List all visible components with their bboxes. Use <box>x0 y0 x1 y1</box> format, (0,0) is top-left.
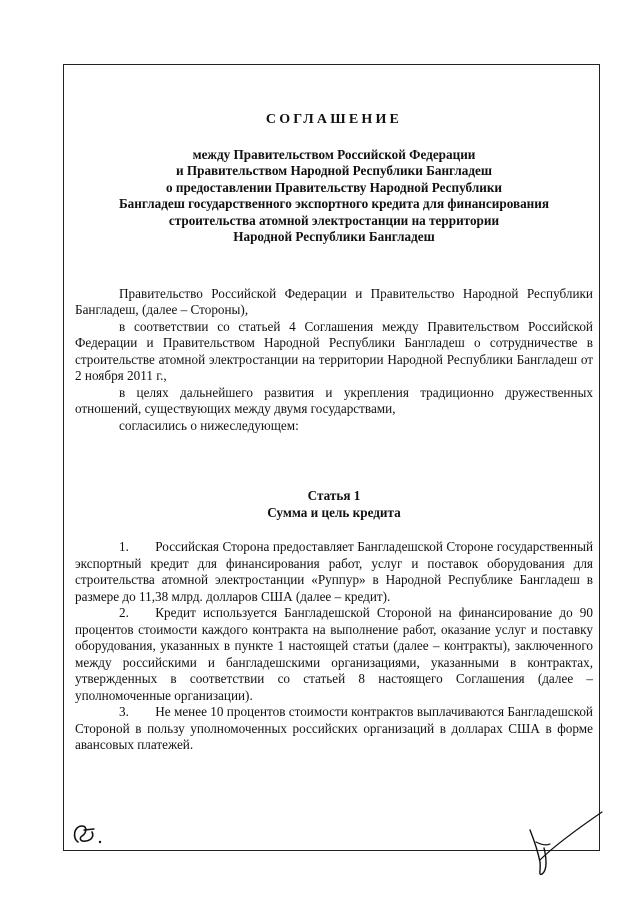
preamble-paragraph: в соответствии со статьей 4 Соглашения между Правительством Российской Федерации и Правительством Народной Республики Бангладеш о сотрудничестве в строительстве атомной электростанции на территории Народной Республики Бангладеш от 2 ноября 2011 г., <box>75 318 593 383</box>
preamble-paragraph: согласились о нижеследующем: <box>119 417 299 433</box>
document-title: СОГЛАШЕНИЕ <box>265 112 403 127</box>
subtitle-line: о предоставлении Правительству Народной Республики <box>165 179 503 195</box>
subtitle-line: строительства атомной электростанции на территории <box>168 212 500 228</box>
preamble <box>75 286 593 435</box>
article-heading <box>75 488 593 521</box>
subtitle-line: Народной Республики Бангладеш <box>233 229 435 244</box>
article-paragraph: 1. Российская Сторона предоставляет Бангладешской Стороне государственный экспортный кредит для финансирования работ, услуг и поставок оборудования для строительства атомной электростанции «Руппур» в Народной Республике Бангладеш в размере до 11,38 млрд. долларов США (далее – кредит). <box>75 539 593 604</box>
subtitle-line: между Правительством Российской Федерации <box>192 146 476 162</box>
subtitle-line: и Правительством Народной Республики Бангладеш <box>175 163 493 178</box>
article-body <box>75 539 593 754</box>
preamble-paragraph: в целях дальнейшего развития и укрепления традиционно дружественных отношений, существующих между двумя государствами, <box>75 384 593 416</box>
subtitle-line: Бангладеш государственного экспортного кредита для финансирования <box>118 196 550 211</box>
document-subtitle <box>75 147 593 246</box>
article-title: Сумма и цель кредита <box>267 504 401 520</box>
article-number: Статья 1 <box>307 488 361 503</box>
article-paragraph: 3. Не менее 10 процентов стоимости контрактов выплачиваются Бангладешской Стороной в пользу уполномоченных российских организаций в долларах США в форме авансовых платежей. <box>75 704 593 752</box>
document-body <box>75 112 593 754</box>
initials-mark <box>70 818 110 850</box>
signature-mark <box>520 800 610 880</box>
article-paragraph: 2. Кредит используется Бангладешской Стороной на финансирование до 90 процентов стоимости каждого контракта на выполнение работ, оказание услуг и поставку оборудования, указанных в пункте 1 настоящей статьи (далее – контракты), заключенного между российскими и бангладешскими организациями, указанными в контрактах, утвержденных в соответствии со статьей 8 настоящего Соглашения (далее – уполномоченные организации). <box>75 605 593 703</box>
preamble-paragraph: Правительство Российской Федерации и Правительство Народной Республики Бангладеш, (далее – Стороны), <box>75 285 593 317</box>
